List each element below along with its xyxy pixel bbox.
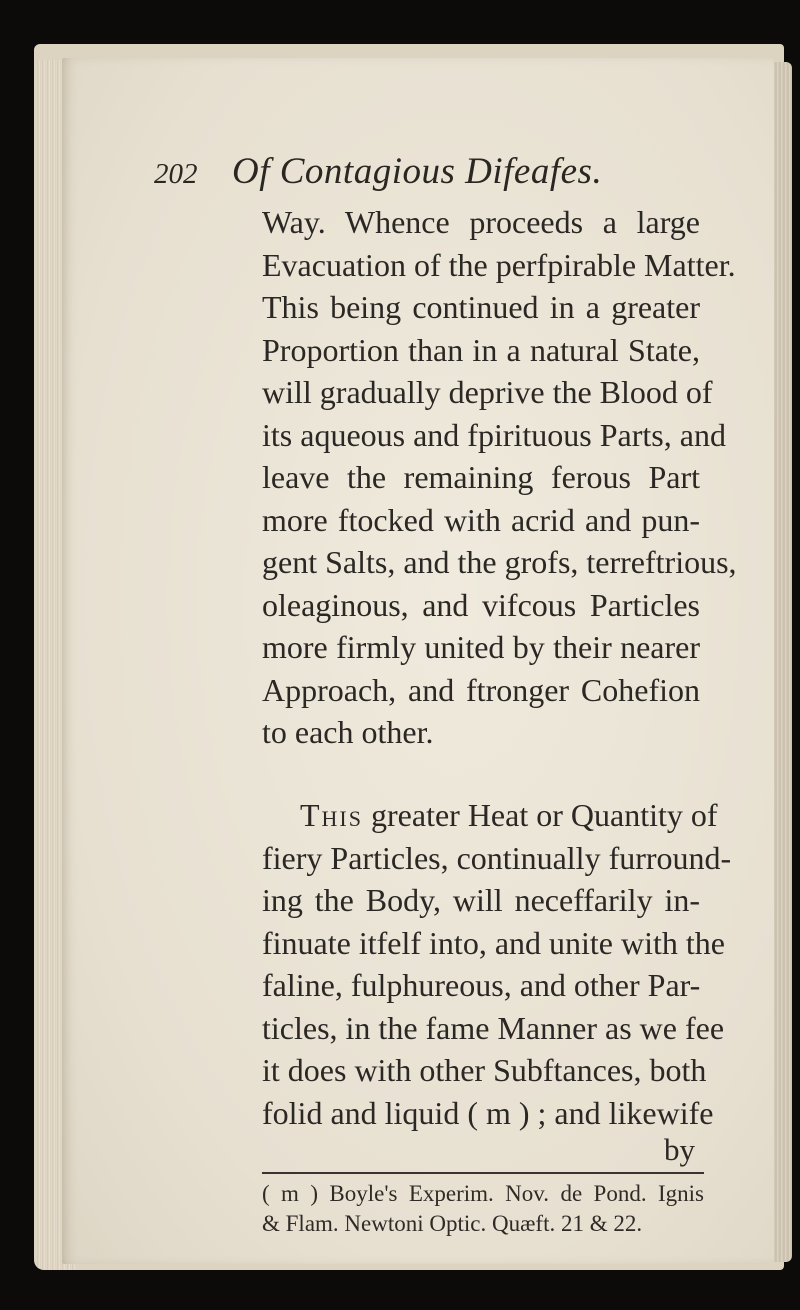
paragraph-first-line xyxy=(300,795,718,835)
text-line: Approach, and ftronger Cohefion xyxy=(262,672,700,708)
text-line: This being continued in a greater xyxy=(262,289,700,325)
text-line: ing the Body, will neceffarily in- xyxy=(262,882,700,918)
page-number: 202 xyxy=(154,158,198,190)
running-head: Of Contagious Difeafes. xyxy=(232,151,603,192)
catchword: by xyxy=(664,1132,695,1167)
text-line: more ftocked with acrid and pun- xyxy=(262,502,700,538)
text-line: more firmly united by their nearer xyxy=(262,629,700,665)
text-line: finuate itfelf into, and unite with the xyxy=(262,925,725,961)
text-line: will gradually deprive the Blood of xyxy=(262,374,713,410)
text-line: to each other. xyxy=(262,714,434,750)
text-line: folid and liquid ( m ) ; and likewife xyxy=(262,1095,714,1131)
text-line: ticles, in the fame Manner as we fee xyxy=(262,1010,725,1046)
text-line: faline, fulphureous, and other Par- xyxy=(262,967,701,1003)
text-line: Evacuation of the perfpirable Matter. xyxy=(262,247,736,283)
text-line: oleaginous, and vifcous Particles xyxy=(262,587,700,623)
text-line: fiery Particles, continually furround- xyxy=(262,840,732,876)
text-line: it does with other Subftances, both xyxy=(262,1052,707,1088)
text-line: leave the remaining ferous Part xyxy=(262,459,700,495)
footnote-line: & Flam. Newtoni Optic. Quæft. 21 & 22. xyxy=(262,1211,643,1236)
text-line: Proportion than in a natural State, xyxy=(262,332,700,368)
small-caps-word: This xyxy=(300,797,363,833)
footnote-rule xyxy=(262,1172,704,1174)
text-line: gent Salts, and the grofs, terreftrious, xyxy=(262,544,737,580)
text-line: Way. Whence proceeds a large xyxy=(262,204,700,240)
text-line: its aqueous and fpirituous Parts, and xyxy=(262,417,726,453)
text-run: greater Heat or Quantity of xyxy=(363,797,718,833)
footnote-line: ( m ) Boyle's Experim. Nov. de Pond. Ignis xyxy=(262,1181,704,1206)
